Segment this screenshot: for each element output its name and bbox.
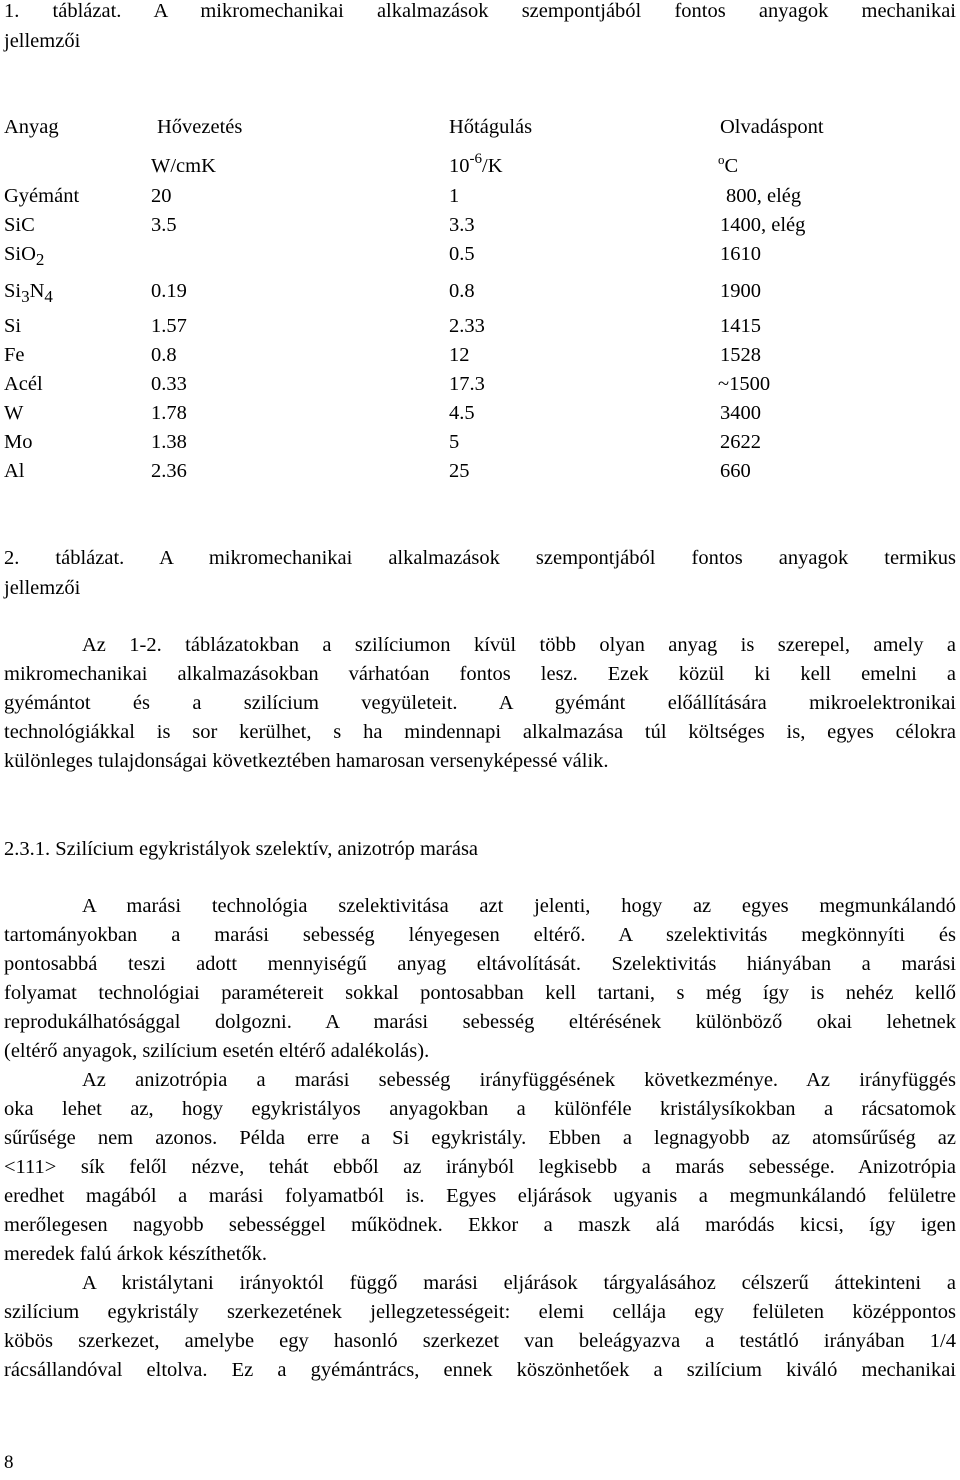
table1-caption-line1: 1. táblázat. A mikromechanikai alkalmazások szempontjából fontos anyagok mechanikai [4,0,956,22]
table-row-conductivity: 0.19 [151,280,187,302]
table-row-conductivity: 1.38 [151,431,187,453]
table-row-conductivity: 0.33 [151,373,187,395]
paragraph-line: gyémántot és a szilícium vegyületeit. A gyémánt előállítására mikroelektronikai [4,692,956,714]
table-row-expansion: 0.8 [449,280,475,302]
table-row-conductivity: 1.57 [151,315,187,337]
material-subscript: 2 [35,250,45,269]
table-row-material: W [4,402,24,424]
paragraph-line: (eltérő anyagok, szilícium esetén eltérő adalékolás). [4,1040,430,1062]
paragraph-line: folyamat technológiai paramétereit sokkal pontosabban kell tartani, s még így is nehéz kellő [4,982,956,1004]
paragraph-line: technológiákkal is sor kerülhet, s ha mindennapi alkalmazása túl költséges is, egyes célokra [4,721,956,743]
material-base: SiO [4,243,36,265]
page-number: 8 [4,1452,14,1473]
table-row-material: Si [4,315,22,337]
header-expansion: Hőtágulás [449,116,533,138]
table-row-melting: 3400 [720,402,761,424]
table-row-melting: 1400, elég [720,214,806,236]
paragraph-line: szilícium egykristály szerkezetének jellegzetességeit: elemi cellája egy felületen középpontos [4,1301,956,1323]
section-heading: 2.3.1. Szilícium egykristályok szelektív, anizotróp marása [4,838,479,860]
paragraph-line: pontosabbá teszi adott mennyiségű anyag eltávolítását. Szelektivitás hiányában a marási [4,953,956,975]
table-row-material: Gyémánt [4,185,80,207]
paragraph-line: A marási technológia szelektivitása azt jelenti, hogy az egyes megmunkálandó [82,895,956,917]
table-row-melting: 1900 [720,280,761,302]
table-row-melting: 2622 [720,431,761,453]
table-row-melting: 1415 [720,315,761,337]
paragraph-line: A kristálytani irányoktól függő marási eljárások tárgyalásához célszerű áttekinteni a [82,1272,956,1294]
header-material: Anyag [4,116,59,138]
paragraph-line: Az 1-2. táblázatokban a szilíciumon kívül több olyan anyag is szerepel, amely a [82,634,956,656]
unit-expansion [449,151,503,178]
paragraph-line: reprodukálhatósággal dolgozni. A marási sebesség eltérésének különböző okai lehetnek [4,1011,956,1033]
table-row-material: SiC [4,214,35,236]
table-row-material: Fe [4,344,25,366]
table-row-expansion: 12 [449,344,470,366]
table-row-material: Al [4,460,25,482]
header-conductivity: Hővezetés [157,116,243,138]
table-row-expansion: 2.33 [449,315,485,337]
table-row-expansion: 5 [449,431,460,453]
table-row-conductivity: 1.78 [151,402,187,424]
table-row-melting: 1528 [720,344,761,366]
table-row-melting: ~1500 [718,373,771,395]
unit-expansion-base: 10 [449,155,470,177]
table-row-expansion: 1 [449,185,460,207]
table-row-melting: 1610 [720,243,761,265]
material-subscript-2: 4 [44,287,53,306]
unit-expansion-tail: /K [482,155,503,177]
unit-conductivity: W/cmK [151,155,216,177]
paragraph-line: rácsállandóval eltolva. Ez a gyémántrács, ennek köszönhetőek a szilícium kiváló mechanikai [4,1359,956,1381]
material-part-b: N [29,280,45,302]
paragraph-line: merőlegesen nagyobb sebességgel működnek. Ekkor a maszk alá maródás kicsi, így igen [4,1214,956,1236]
table2-caption-line2: jellemzői [4,577,81,599]
table-row-material: Acél [4,373,43,395]
paragraph-line: eredhet magából a marási folyamatból is. Egyes eljárások ugyanis a megmunkálandó felületre [4,1185,956,1207]
paragraph-line: oka lehet az, hogy egykristályos anyagokban a különféle kristálysíkokban a rácsatomok [4,1098,956,1120]
table-row-expansion: 4.5 [449,402,475,424]
unit-melting [718,152,739,178]
table-row-conductivity: 2.36 [151,460,187,482]
paragraph-line: meredek falú árkok készíthetők. [4,1243,267,1265]
table-row-conductivity: 20 [151,185,172,207]
paragraph-line: köbös szerkezet, amelybe egy hasonló szerkezet van beleágyazva a testátló irányában 1/4 [4,1330,956,1352]
table-row-conductivity: 3.5 [151,214,177,236]
table2-caption-line1: 2. táblázat. A mikromechanikai alkalmazások szempontjából fontos anyagok termikus [4,547,956,569]
material-part-a: Si [4,280,22,302]
table-row-expansion: 17.3 [449,373,485,395]
table-row-material: Mo [4,431,33,453]
paragraph-line: sűrűsége nem azonos. Példa erre a Si egykristály. Ebben a legnagyobb az atomsűrűség az [4,1127,956,1149]
unit-melting-tail: C [724,155,739,177]
table-row-melting: 660 [720,460,751,482]
unit-melting-degree: o [718,152,725,167]
header-melting: Olvadáspont [720,116,824,138]
paragraph-line: különleges tulajdonságai következtében hamarosan versenyképessé válik. [4,750,609,772]
table-row-expansion: 25 [449,460,470,482]
unit-expansion-exponent: -6 [469,151,482,167]
paragraph-line: <111> sík felől nézve, tehát ebből az irányból legkisebb a marás sebessége. Anizotrópia [4,1156,956,1178]
paragraph-line: tartományokban a marási sebesség lényegesen eltérő. A szelektivitás megkönnyíti és [4,924,956,946]
table-row-expansion: 3.3 [449,214,475,236]
table-row-melting: 800, elég [726,185,802,207]
table1-caption-line2: jellemzői [4,30,81,52]
material-subscript-1: 3 [21,287,30,306]
paragraph-line: Az anizotrópia a marási sebesség irányfüggésének következménye. Az irányfüggés [82,1069,956,1091]
table-row-material [4,280,53,306]
table-row-expansion: 0.5 [449,243,475,265]
paragraph-line: mikromechanikai alkalmazásokban várhatóan fontos lesz. Ezek közül ki kell emelni a [4,663,956,685]
table-row-material [4,243,45,269]
table-row-conductivity: 0.8 [151,344,177,366]
